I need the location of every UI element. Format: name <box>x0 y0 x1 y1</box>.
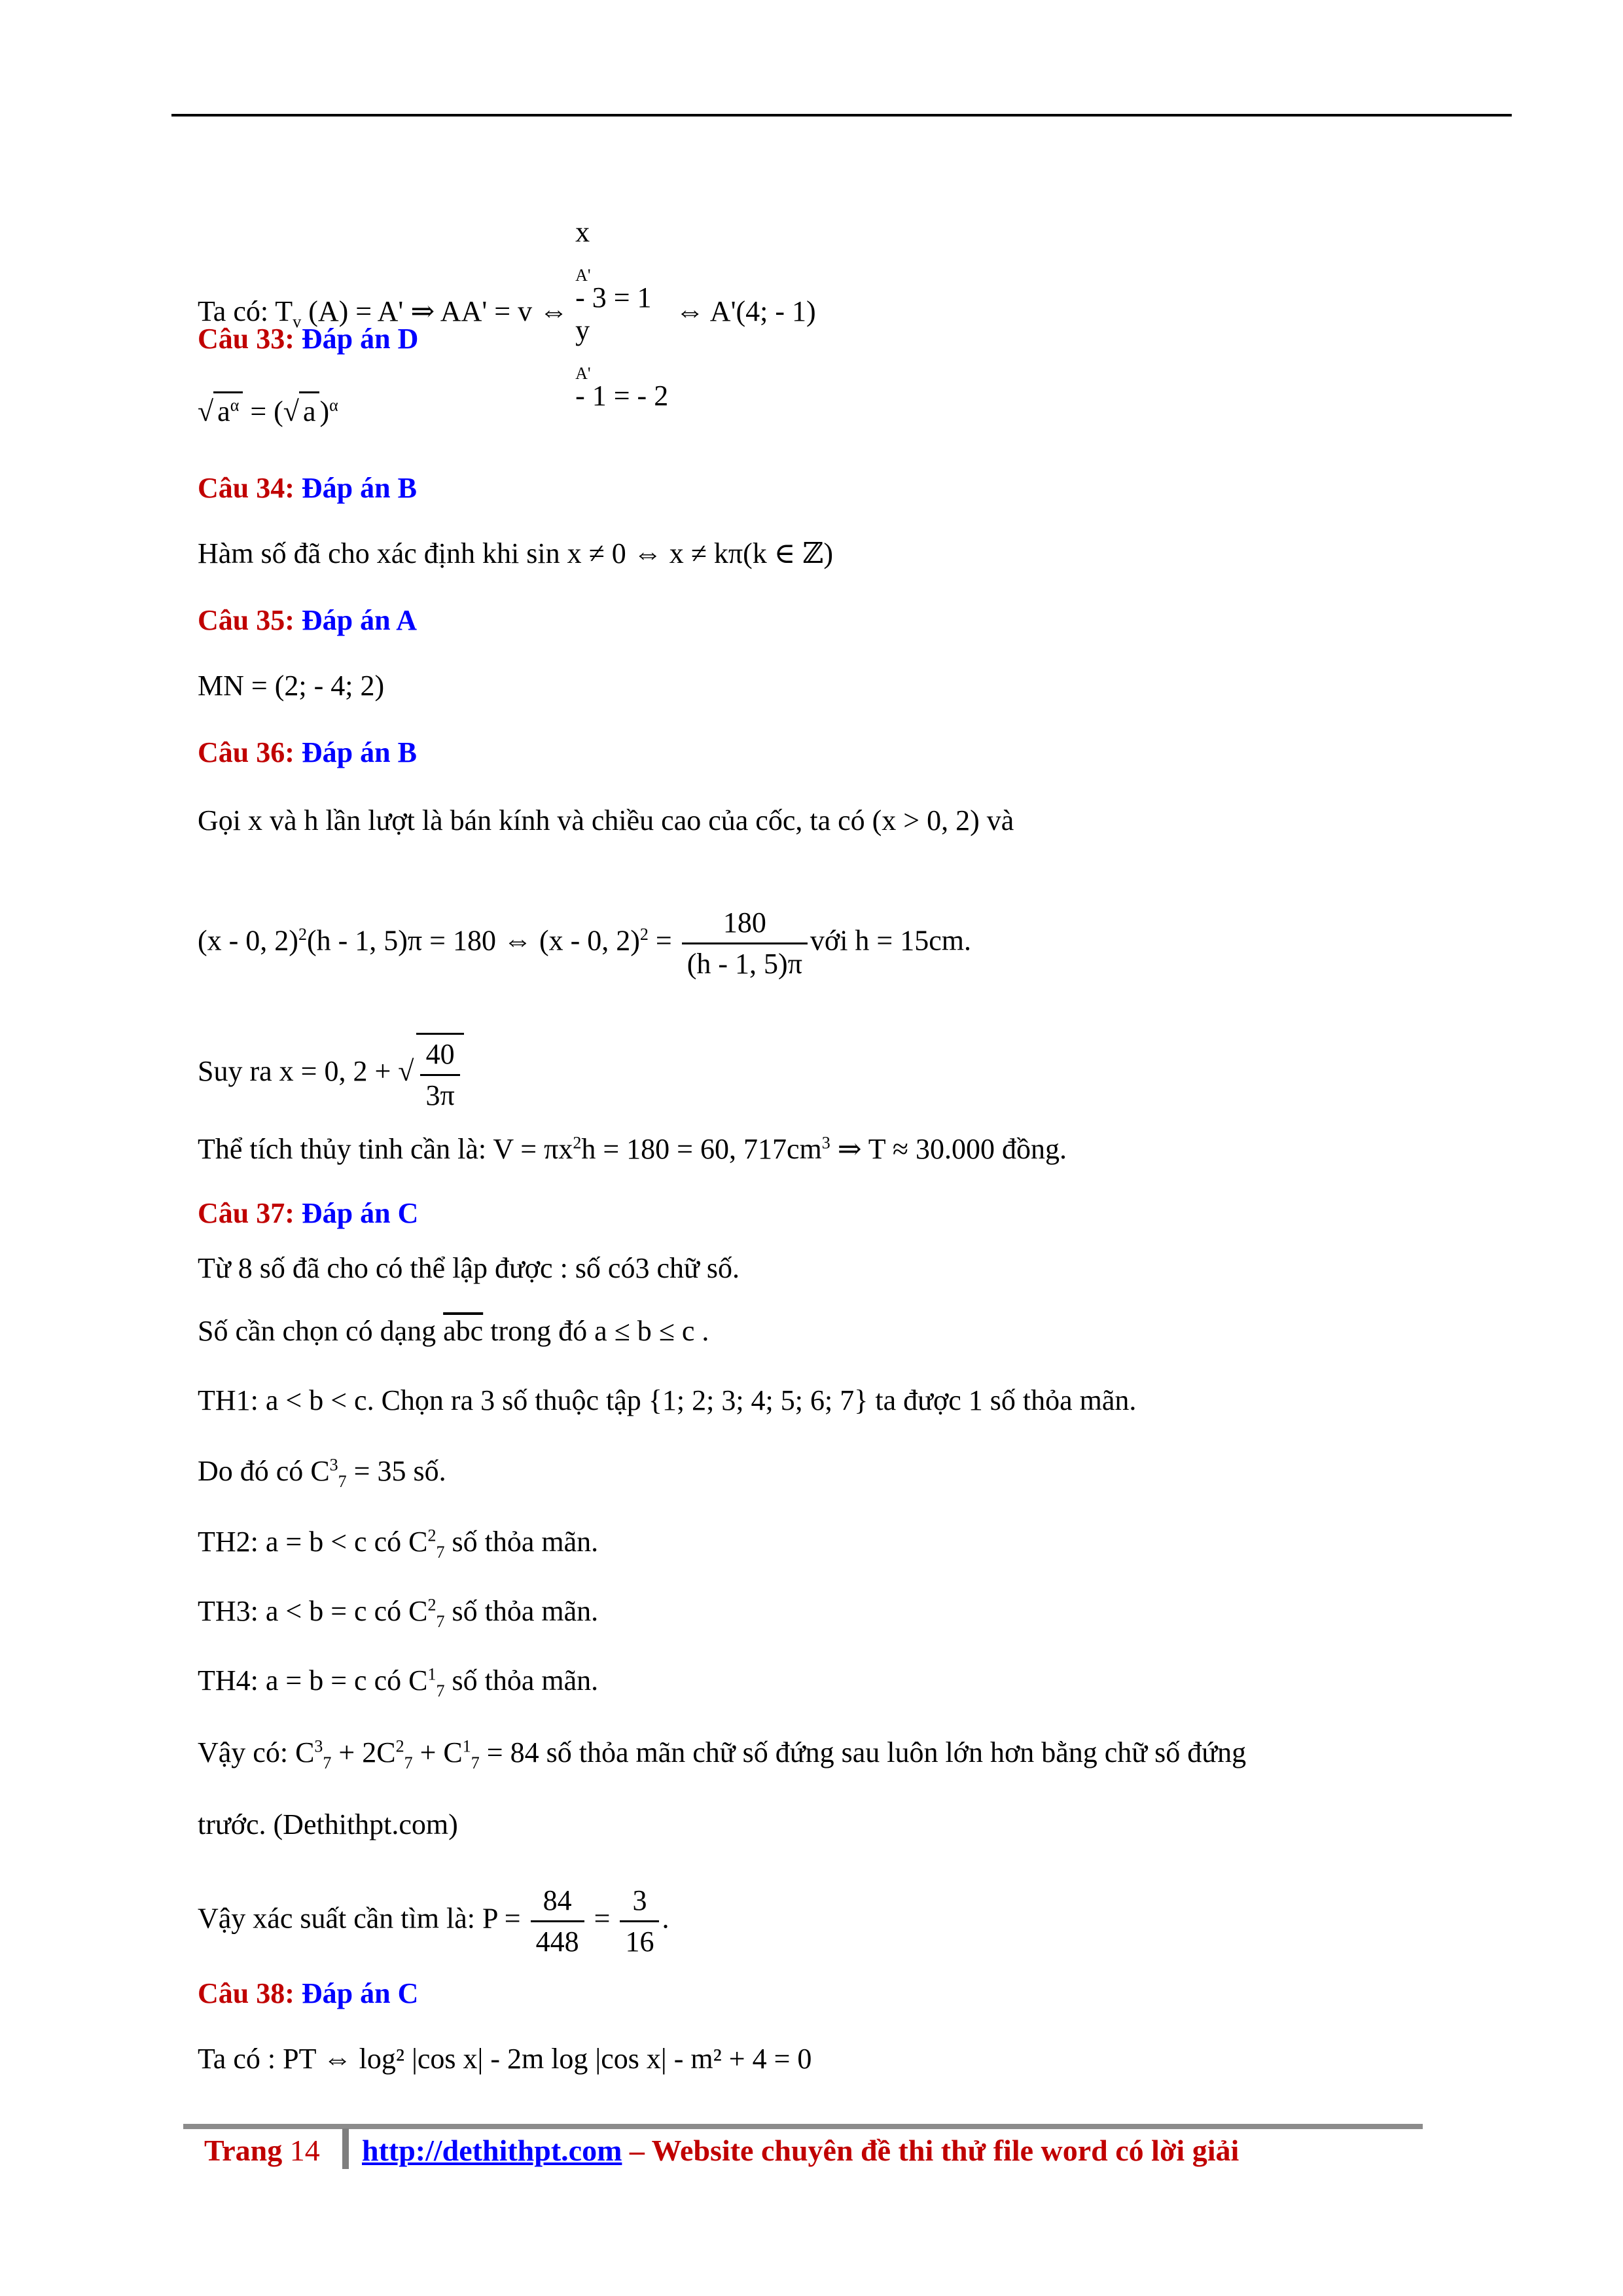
answer-line-37h <box>198 1734 1246 1771</box>
fraction-numerator: 84 <box>531 1881 584 1922</box>
text: với <box>810 924 855 957</box>
question-heading-36 <box>198 734 417 771</box>
answer-label: Đáp án B <box>301 736 417 768</box>
math: a < b = c <box>265 1595 367 1627</box>
text: Vậy có: <box>198 1736 296 1768</box>
fraction-numerator: 180 <box>682 903 808 944</box>
math: . <box>662 1902 669 1935</box>
fraction <box>682 903 808 984</box>
text: số thỏa mãn chữ số đứng sau luôn lớn hơn bằng chữ số đứng <box>539 1736 1247 1768</box>
math: C <box>310 1455 330 1487</box>
text: Số cần chọn có dạng <box>198 1315 444 1347</box>
math-sup: 3 <box>329 1455 338 1475</box>
math-sup: 1 <box>462 1736 471 1756</box>
text: Chọn ra 3 số thuộc tập <box>374 1384 649 1416</box>
question-heading-37 <box>198 1195 418 1232</box>
question-heading-35 <box>198 602 417 639</box>
question-heading-38 <box>198 1975 418 2012</box>
math-sup: 3 <box>314 1736 323 1756</box>
math-sub: 7 <box>471 1753 480 1772</box>
math-sub: A' <box>575 265 591 285</box>
math-sub: 7 <box>436 1542 445 1562</box>
math-sup: 2 <box>395 1736 404 1756</box>
math-sub: v <box>293 312 302 331</box>
text: số thỏa mãn. <box>444 1664 599 1696</box>
fraction-denominator: 3π <box>425 1079 455 1111</box>
page-label: Trang <box>204 2134 283 2167</box>
question-heading-34 <box>198 470 417 507</box>
math: x <box>575 216 590 248</box>
answer-line-37j <box>198 1881 669 1962</box>
math: a <box>299 391 320 430</box>
fraction <box>531 1881 584 1962</box>
fraction-denominator: (h - 1, 5)π <box>687 948 802 980</box>
math: MN = (2; - 4; 2) <box>198 670 385 702</box>
answer-label: Đáp án D <box>301 323 419 355</box>
math: - 1 = - 2 <box>575 380 669 412</box>
answer-line-37f <box>198 1593 598 1630</box>
math: PT ⇔ log² |cos x| - 2m log |cos x| - m² + 4 = 0 <box>283 2043 812 2075</box>
footer-rule <box>183 2124 1423 2129</box>
website-link[interactable]: http://dethithpt.com <box>362 2134 622 2167</box>
answer-line-37c <box>198 1382 1136 1419</box>
answer-line-35 <box>198 668 384 704</box>
math: (x > 0, 2) <box>872 804 980 836</box>
text: trong đó <box>483 1315 595 1347</box>
text: số. <box>406 1455 446 1487</box>
text: có <box>366 1526 409 1558</box>
answer-line-37a <box>198 1250 740 1287</box>
footer-tagline: – Website chuyên đề thi thử file word có lời giải <box>622 2134 1240 2167</box>
math: y <box>575 314 590 346</box>
text: Ta có: <box>198 295 276 328</box>
math: = 84 <box>479 1736 539 1768</box>
text: TH2: <box>198 1526 266 1558</box>
text: Thể tích thủy tinh cần là: <box>198 1133 493 1165</box>
math: a = b = c <box>265 1664 367 1696</box>
text: Hàm số đã cho xác định khi <box>198 537 527 569</box>
math-sub: 7 <box>323 1753 332 1772</box>
text: TH1: <box>198 1384 266 1416</box>
math-sup: α <box>230 395 240 415</box>
fraction <box>620 1881 659 1962</box>
math-sub: A' <box>575 363 591 383</box>
question-number: Câu 35: <box>198 604 294 636</box>
math: - 3 = 1 <box>575 281 652 314</box>
answer-line-36d <box>198 1131 1067 1168</box>
text: Ta có : <box>198 2043 283 2075</box>
text: Từ 8 số đã cho có thể lập được : số có3 chữ số. <box>198 1252 740 1284</box>
answer-line-37g <box>198 1662 598 1699</box>
question-number: Câu 34: <box>198 472 294 504</box>
math: a < b < c. <box>265 1384 374 1416</box>
footer-page-number <box>204 2131 320 2170</box>
math: $\overline{abc}$ <box>443 1315 484 1347</box>
math: (x - 0, 2) <box>198 924 298 957</box>
math: V = πx <box>493 1133 573 1165</box>
text: trước. <box>198 1808 274 1840</box>
text: Do đó có <box>198 1455 311 1487</box>
answer-line-37d <box>198 1453 446 1490</box>
text: và <box>979 804 1014 836</box>
math-sup: 2 <box>427 1595 437 1615</box>
math-sup: 2 <box>573 1133 582 1153</box>
math: P = <box>482 1902 528 1935</box>
math-sup: 3 <box>821 1133 830 1153</box>
math: x = 0, 2 + <box>279 1055 399 1088</box>
answer-line-37e <box>198 1524 598 1560</box>
text: Suy ra <box>198 1055 279 1088</box>
fraction-denominator: 16 <box>625 1926 654 1958</box>
math-sup: 2 <box>298 924 307 944</box>
answer-label: Đáp án C <box>301 1977 419 2009</box>
answer-line-37i <box>198 1806 458 1843</box>
math-sub: 7 <box>436 1611 445 1631</box>
math: a <box>217 395 230 427</box>
math: {1; 2; 3; 4; 5; 6; 7} <box>648 1384 868 1416</box>
text: TH3: <box>198 1595 266 1627</box>
page-number: 14 <box>289 2134 320 2167</box>
math-sub: 7 <box>436 1681 445 1700</box>
question-heading-33 <box>198 321 418 357</box>
math: sin x ≠ 0 ⇔ x ≠ kπ(k ∈ ℤ) <box>526 537 834 569</box>
math-sub: 7 <box>404 1753 413 1772</box>
math: a ≤ b ≤ c . <box>594 1315 709 1347</box>
question-number: Câu 37: <box>198 1197 294 1229</box>
text: số thỏa mãn. <box>444 1595 599 1627</box>
math: = <box>586 1902 618 1935</box>
math: + C <box>412 1736 463 1768</box>
math: T <box>275 295 293 328</box>
text: có <box>366 1664 409 1696</box>
source-note: (Dethithpt.com) <box>273 1808 458 1840</box>
math: ) <box>319 395 330 427</box>
text: Gọi x và h lần lượt là bán kính và chiều cao của cốc, ta có <box>198 804 872 836</box>
equation-system <box>575 216 668 412</box>
math: h = 15cm. <box>855 924 971 957</box>
math: ⇒ T ≈ 30.000 đồng. <box>830 1133 1067 1165</box>
translation-line <box>198 216 816 415</box>
fraction-numerator: 40 <box>420 1035 459 1076</box>
math: = <box>648 924 672 957</box>
answer-line-36a <box>198 802 1014 839</box>
math: C <box>408 1664 428 1696</box>
answer-label: Đáp án C <box>301 1197 419 1229</box>
footer-divider <box>342 2128 349 2169</box>
answer-label: Đáp án B <box>301 472 417 504</box>
math: h = 180 = 60, 717cm <box>581 1133 822 1165</box>
question-number: Câu 36: <box>198 736 294 768</box>
question-number: Câu 38: <box>198 1977 294 2009</box>
text: TH4: <box>198 1664 266 1696</box>
text: số thỏa mãn. <box>444 1526 599 1558</box>
math-sup: α <box>329 395 338 415</box>
math-sup: 1 <box>427 1664 437 1684</box>
math: a = b < c <box>265 1526 367 1558</box>
math: + 2C <box>331 1736 396 1768</box>
answer-line-36c: Suy ra x = 0, 2 + √ $\frac{40}{3\pi}$ <box>198 1033 467 1115</box>
fraction <box>416 1033 463 1115</box>
math: ⇔ A'(4; - 1) <box>675 295 816 328</box>
top-rule <box>171 114 1512 117</box>
answer-line-38 <box>198 2041 812 2077</box>
answer-line-37b <box>198 1313 709 1350</box>
math: C <box>408 1595 428 1627</box>
answer-line-36b <box>198 903 971 984</box>
math: C <box>408 1526 428 1558</box>
fraction-denominator: 448 <box>535 1926 579 1958</box>
answer-label: Đáp án A <box>301 604 417 636</box>
math: = ( <box>250 395 283 427</box>
fraction-numerator: 3 <box>620 1881 659 1922</box>
question-number: Câu 33: <box>198 323 294 355</box>
math: (h - 1, 5)π = 180 ⇔ (x - 0, 2) <box>306 924 640 957</box>
math-sup: 2 <box>639 924 649 944</box>
math: (A) = A' ⇒ AA' = v ⇔ <box>308 295 569 328</box>
footer-website <box>362 2131 1239 2170</box>
math-sup: 2 <box>427 1526 437 1545</box>
math-sub: 7 <box>338 1471 347 1491</box>
math: = 35 <box>346 1455 406 1487</box>
text: Vậy xác suất cần tìm là: <box>198 1902 482 1935</box>
answer-line-34 <box>198 535 833 572</box>
text: ta được 1 số thỏa mãn. <box>868 1384 1137 1416</box>
text: có <box>366 1595 409 1627</box>
answer-line-33: √ $a^\alpha$ = (√ a )$^\alpha$ <box>198 391 338 430</box>
math: C <box>295 1736 315 1768</box>
